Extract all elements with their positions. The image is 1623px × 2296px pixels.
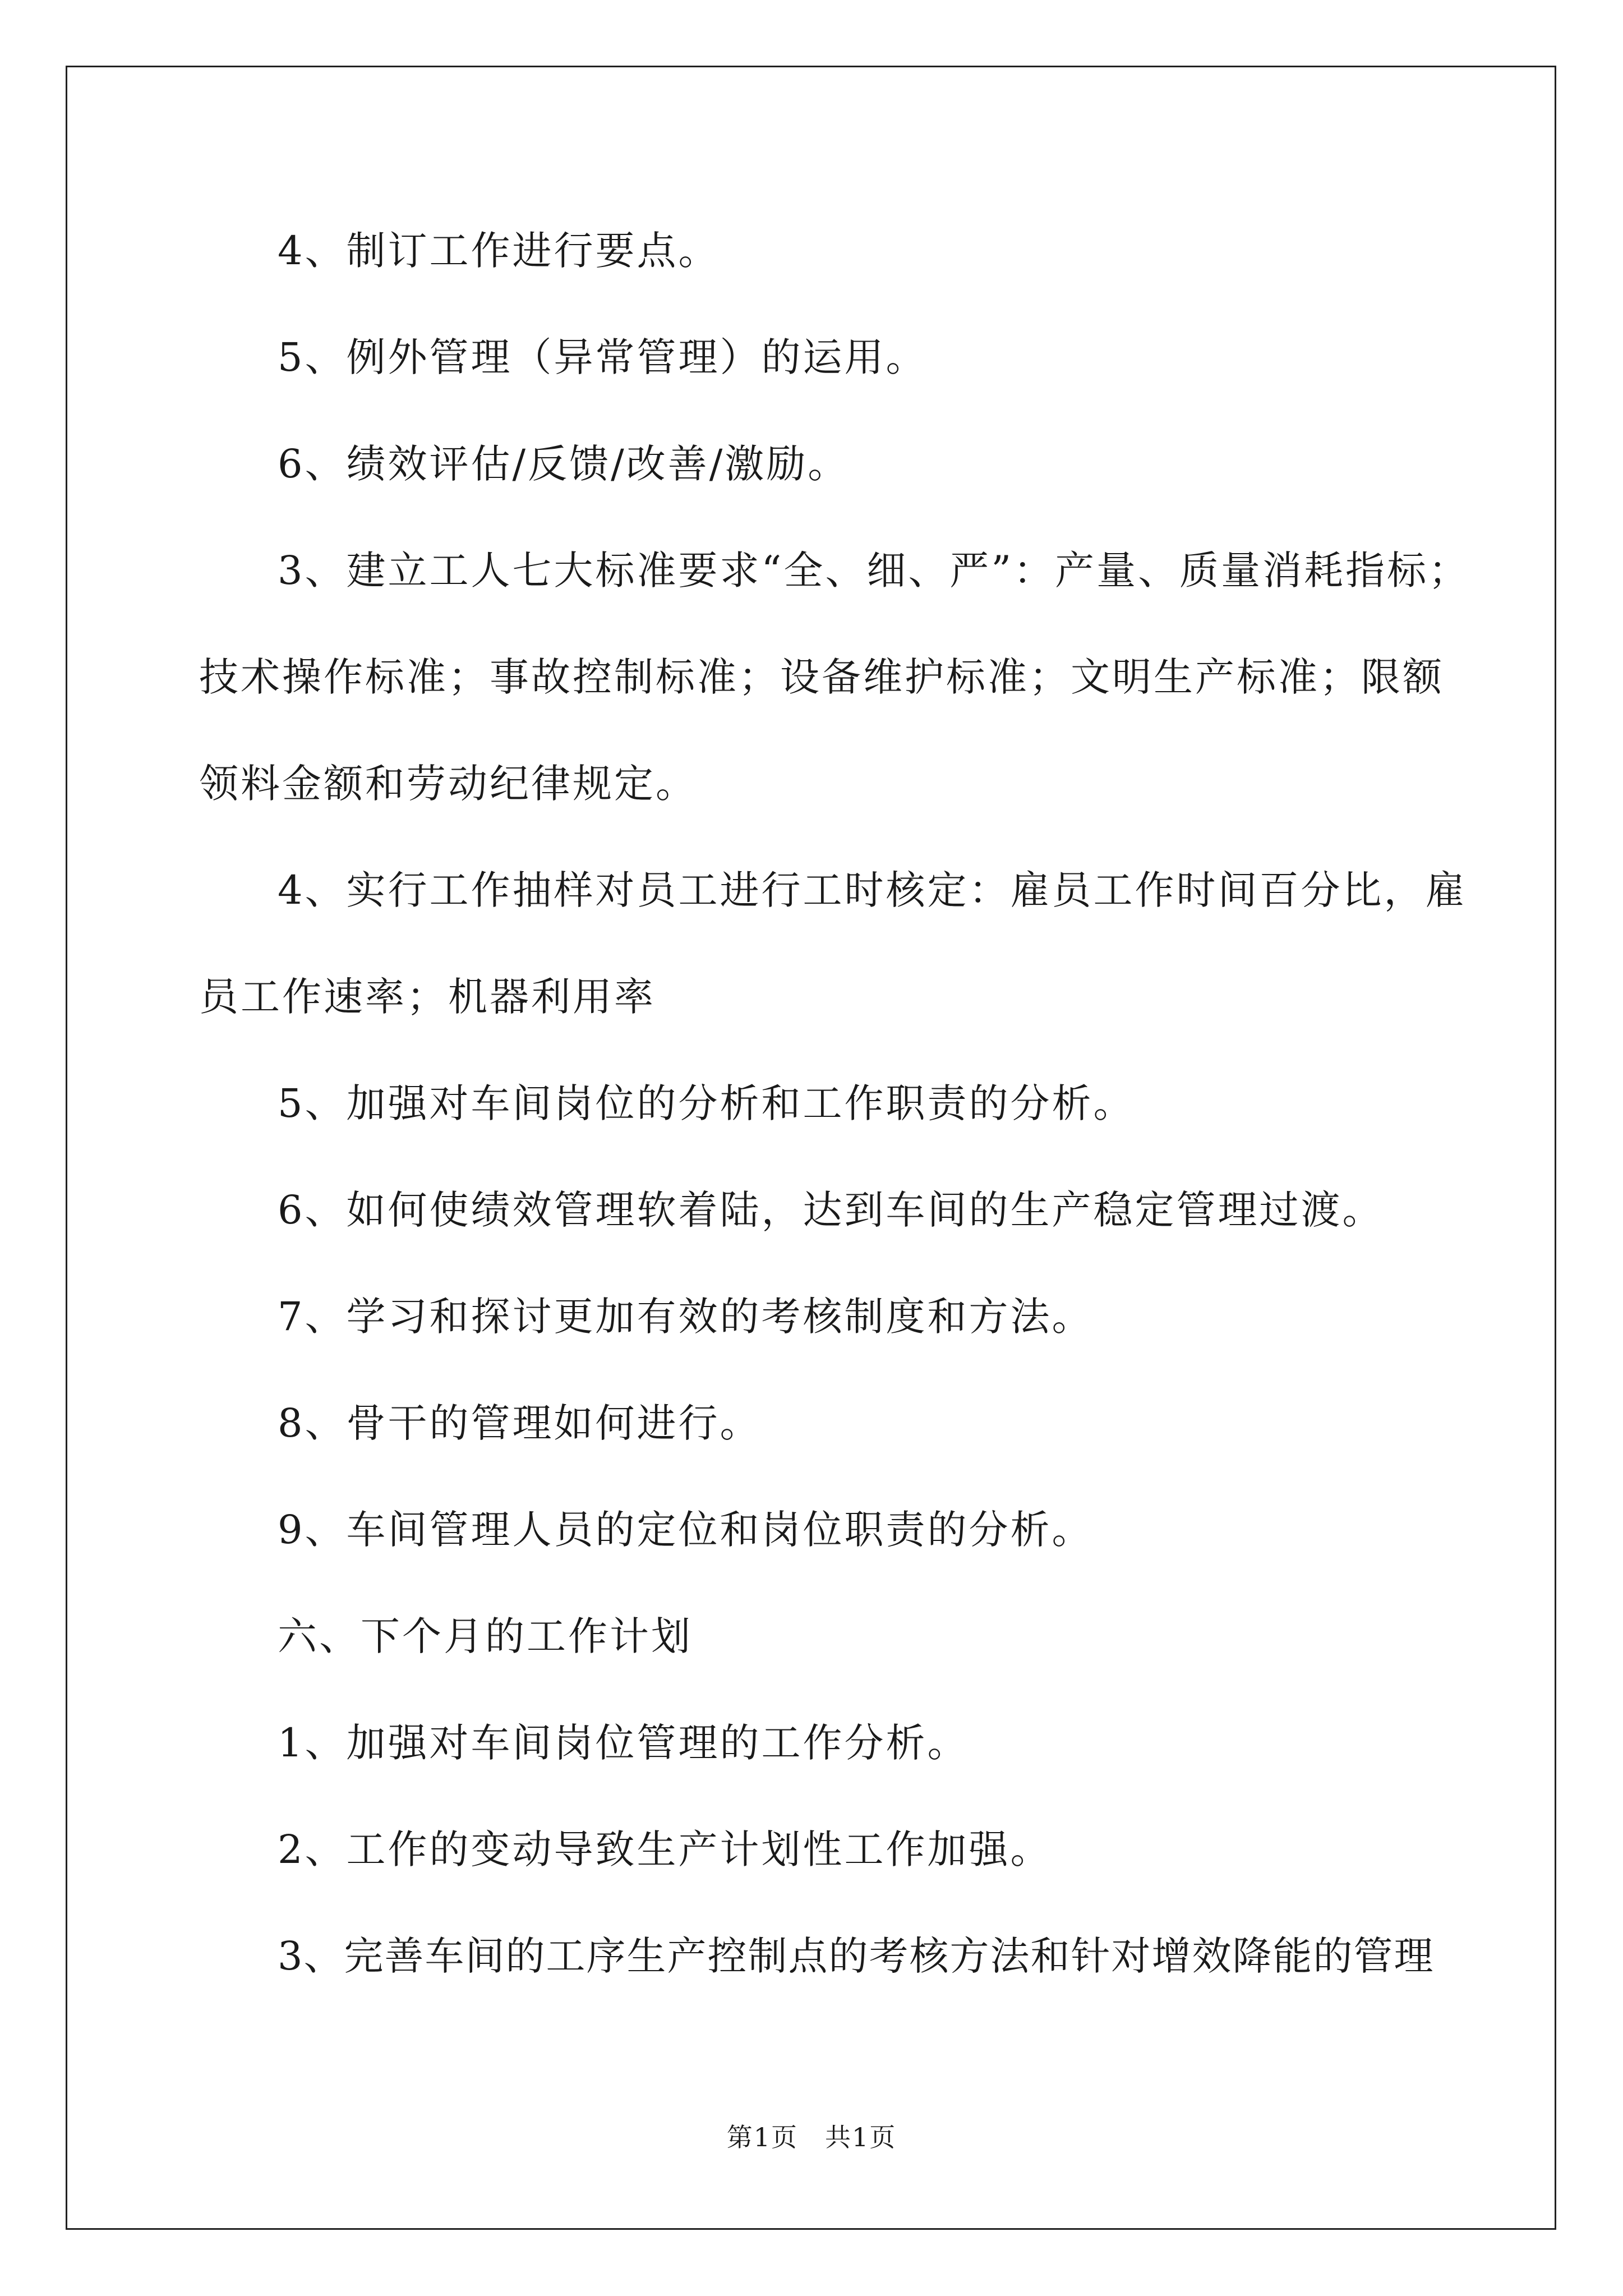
text-line: 领料金额和劳动纪律规定。 [199,761,697,807]
section-heading: 六、下个月的工作计划 [278,1613,693,1659]
text-line: 4、实行工作抽样对员工进行工时核定：雇员工作时间百分比，雇 [278,867,1467,913]
text-line: 3、完善车间的工序生产控制点的考核方法和针对增效降能的管理 [278,1933,1435,1979]
text-line: 7、学习和探讨更加有效的考核制度和方法。 [278,1294,1094,1340]
text-line: 员工作速率；机器利用率 [199,974,656,1020]
page-footer: 第1页 共1页 [726,2122,897,2152]
text-line: 6、如何使绩效管理软着陆，达到车间的生产稳定管理过渡。 [278,1187,1384,1233]
text-line: 技术操作标准；事故控制标准；设备维护标准；文明生产标准；限额 [199,654,1444,700]
text-line: 3、建立工人七大标准要求“全、细、严”：产量、质量消耗指标； [278,547,1470,593]
text-line: 5、例外管理（异常管理）的运用。 [278,334,928,380]
text-line: 2、工作的变动导致生产计划性工作加强。 [278,1826,1052,1872]
text-line: 5、加强对车间岗位的分析和工作职责的分析。 [278,1080,1135,1126]
text-line: 6、绩效评估/反馈/改善/激励。 [278,441,850,487]
text-line: 4、制订工作进行要点。 [278,228,720,274]
text-line: 9、车间管理人员的定位和岗位职责的分析。 [278,1507,1094,1553]
text-line: 8、骨干的管理如何进行。 [278,1400,762,1446]
text-line: 1、加强对车间岗位管理的工作分析。 [278,1720,969,1766]
